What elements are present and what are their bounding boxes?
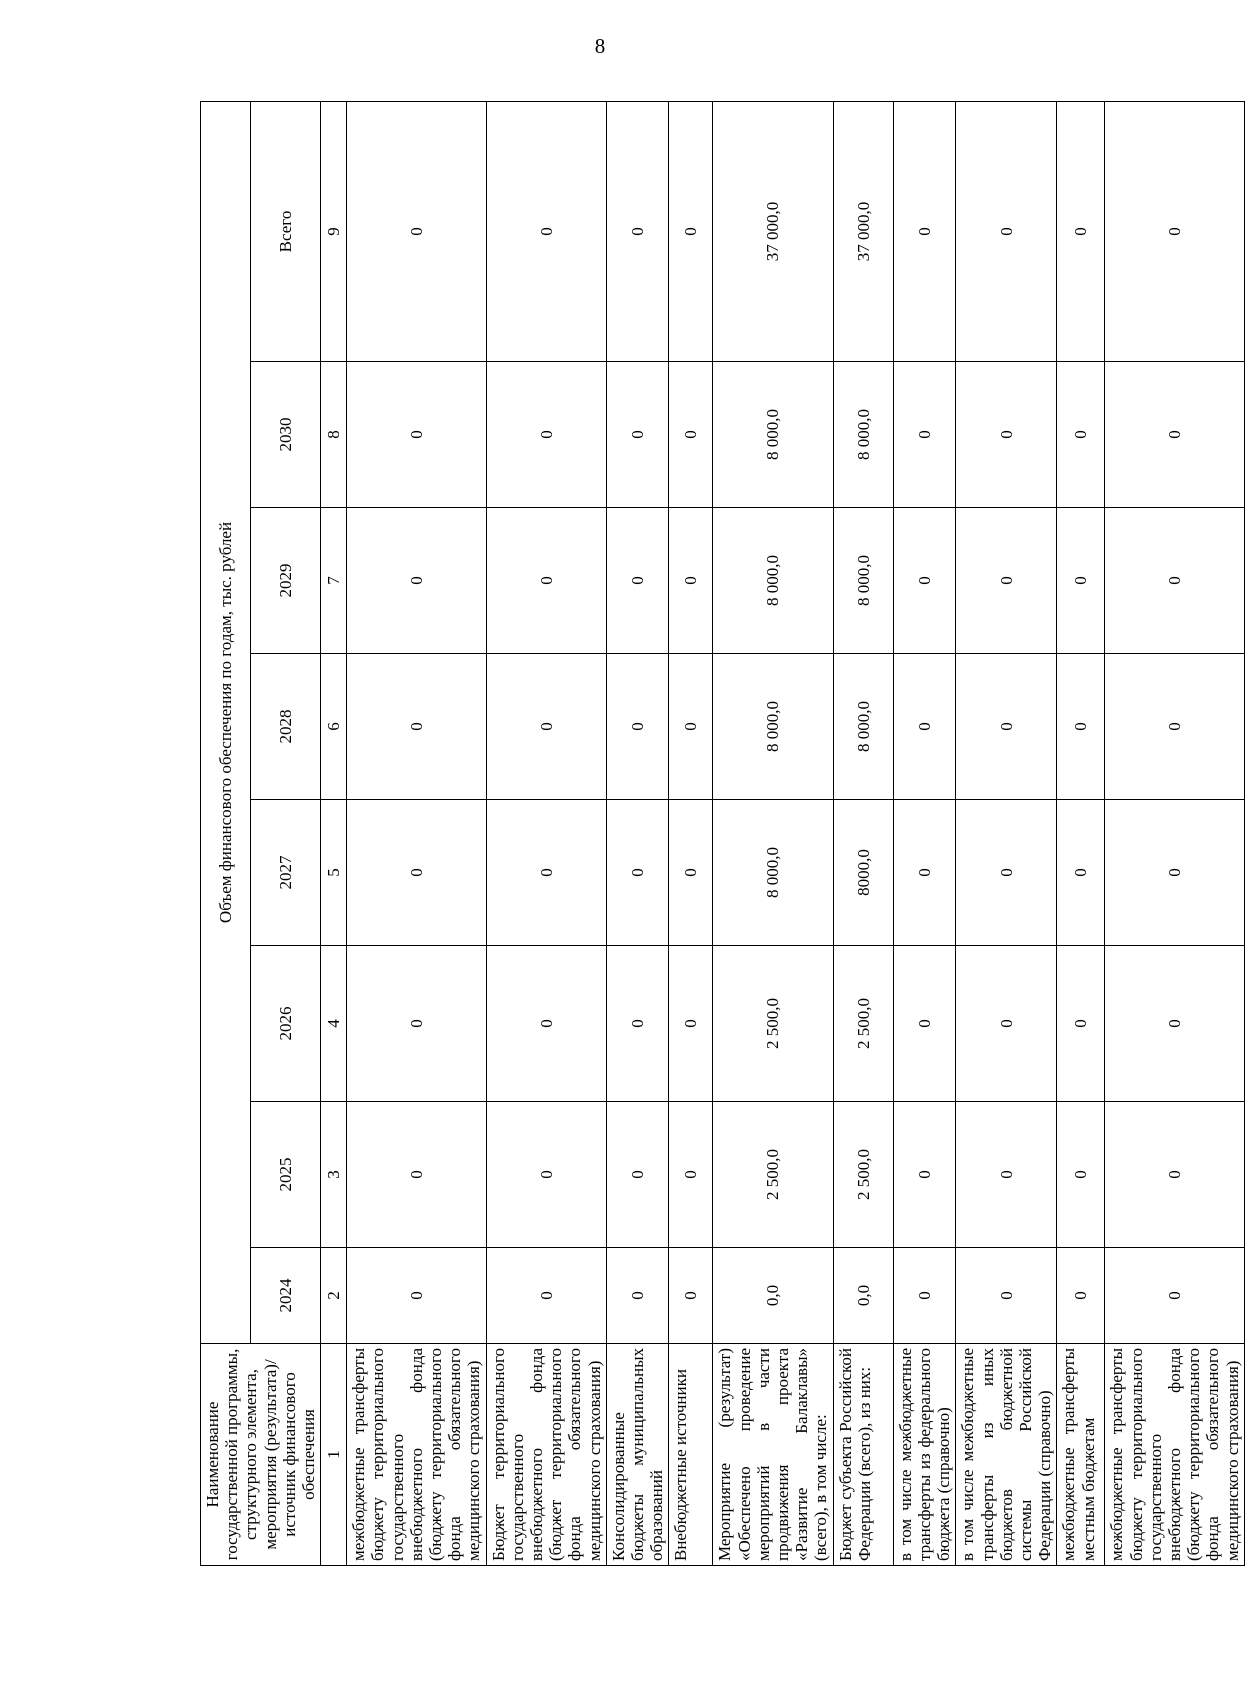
value-cell: 0 [606,508,669,654]
value-cell: 0 [893,1102,956,1248]
year-header: 2027 [250,800,321,946]
value-cell: 0 [1057,508,1105,654]
table-row [956,101,1057,1565]
row-label: Бюджет субъекта Российской Федерации (всего), из них: [833,1344,893,1566]
column-index: 7 [321,508,347,654]
row-label: межбюджетные трансферты местным бюджетам [1057,1344,1105,1566]
table-row [1057,101,1105,1565]
value-cell: 8 000,0 [713,362,833,508]
column-index: 9 [321,101,347,361]
value-cell: 0 [606,362,669,508]
value-cell: 0 [486,362,606,508]
value-cell: 8 000,0 [833,654,893,800]
value-cell: 0 [893,1248,956,1344]
value-cell: 2 500,0 [713,1102,833,1248]
year-header: 2026 [250,946,321,1102]
row-label: межбюджетные трансферты бюджету территориального государственного внебюджетного фонда (бюджету территориального фонда обязательного медицинского страхования) [1105,1344,1244,1566]
value-cell: 0 [956,800,1057,946]
year-header: 2030 [250,362,321,508]
value-cell: 2 500,0 [713,946,833,1102]
value-cell: 0 [893,362,956,508]
value-cell: 0 [893,946,956,1102]
value-cell: 2 500,0 [833,946,893,1102]
value-cell: 0 [893,800,956,946]
total-cell: 0 [1057,101,1105,361]
value-cell: 0 [1105,508,1244,654]
value-cell: 0 [956,362,1057,508]
page-number: 8 [594,34,606,58]
value-cell: 0 [347,1248,486,1344]
table-row [669,101,713,1565]
rotated-table-region [200,102,1242,1566]
table-body [347,101,1245,1565]
value-cell: 0 [486,946,606,1102]
total-header: Всего [250,101,321,361]
row-label: Мероприятие (результат) «Обеспечено проведение мероприятий в части продвижения проекта «Развитие Балаклавы» (всего), в том числе: [713,1344,833,1566]
year-header: 2028 [250,654,321,800]
value-cell: 0 [347,946,486,1102]
value-cell: 0 [956,654,1057,800]
value-cell: 0 [486,800,606,946]
value-cell: 0 [347,508,486,654]
total-cell: 37 000,0 [833,101,893,361]
column-index: 3 [321,1102,347,1248]
value-cell: 0,0 [833,1248,893,1344]
value-cell: 0 [1105,1248,1244,1344]
value-cell: 0 [486,1102,606,1248]
row-label: Внебюджетные источники [669,1344,713,1566]
value-cell: 0 [347,654,486,800]
value-cell: 0 [606,1248,669,1344]
row-label: в том числе межбюджетные трансферты из иных бюджетов бюджетной системы Российской Федерации (справочно) [956,1344,1057,1566]
value-cell: 0 [347,362,486,508]
value-cell: 0 [669,1102,713,1248]
value-cell: 8 000,0 [833,508,893,654]
total-cell: 0 [893,101,956,361]
column-index: 4 [321,946,347,1102]
value-cell: 0 [486,508,606,654]
column-index: 1 [321,1344,347,1566]
table-row [606,101,669,1565]
value-cell: 0 [606,946,669,1102]
value-cell: 0 [956,946,1057,1102]
value-cell: 0 [669,1248,713,1344]
table-row [1105,101,1244,1565]
year-header: 2025 [250,1102,321,1248]
table-wrapper [200,102,1242,1566]
name-column-header: Наименование государственной программы, структурного элемента, мероприятия (результата)/источник финансового обеспечения [201,1344,321,1566]
row-label: Бюджет территориального государственного внебюджетного фонда (бюджет территориального фонда обязательного медицинского страхования) [486,1344,606,1566]
column-index: 2 [321,1248,347,1344]
value-cell: 0 [1057,1102,1105,1248]
value-cell: 0 [1057,1248,1105,1344]
value-cell: 8 000,0 [713,508,833,654]
value-cell: 0 [606,800,669,946]
value-cell: 0 [1105,946,1244,1102]
total-cell: 0 [1105,101,1244,361]
value-cell: 0 [669,800,713,946]
value-cell: 0 [669,654,713,800]
value-cell: 8 000,0 [713,800,833,946]
financing-group-header: Объем финансового обеспечения по годам, тыс. рублей [201,101,251,1343]
value-cell: 0 [1057,654,1105,800]
value-cell: 0 [1105,362,1244,508]
column-index: 8 [321,362,347,508]
value-cell: 0 [956,1102,1057,1248]
value-cell: 2 500,0 [833,1102,893,1248]
total-cell: 0 [486,101,606,361]
table-row [713,101,833,1565]
total-cell: 0 [347,101,486,361]
table-row [347,101,486,1565]
value-cell: 0 [669,946,713,1102]
value-cell: 0 [893,508,956,654]
value-cell: 0 [893,654,956,800]
financing-table [200,101,1245,1566]
value-cell: 0 [669,362,713,508]
value-cell: 0 [1057,362,1105,508]
value-cell: 0 [606,654,669,800]
value-cell: 0 [1057,800,1105,946]
value-cell: 0 [669,508,713,654]
value-cell: 0 [1105,654,1244,800]
value-cell: 0 [347,1102,486,1248]
value-cell: 0,0 [713,1248,833,1344]
value-cell: 0 [956,1248,1057,1344]
value-cell: 0 [486,1248,606,1344]
column-index: 6 [321,654,347,800]
row-label: в том числе межбюджетные трансферты из федерального бюджета (справочно) [893,1344,956,1566]
table-row [833,101,893,1565]
value-cell: 0 [486,654,606,800]
year-header: 2029 [250,508,321,654]
value-cell: 0 [956,508,1057,654]
total-cell: 0 [606,101,669,361]
table-row [893,101,956,1565]
value-cell: 0 [1057,946,1105,1102]
value-cell: 8000,0 [833,800,893,946]
column-index: 5 [321,800,347,946]
value-cell: 8 000,0 [833,362,893,508]
total-cell: 0 [956,101,1057,361]
value-cell: 0 [347,800,486,946]
row-label: Консолидированные бюджеты муниципальных образований [606,1344,669,1566]
value-cell: 0 [1105,1102,1244,1248]
year-header: 2024 [250,1248,321,1344]
row-label: межбюджетные трансферты бюджету территориального государственного внебюджетного фонда (бюджету территориального фонда обязательного медицинского страхования) [347,1344,486,1566]
table-row [486,101,606,1565]
value-cell: 8 000,0 [713,654,833,800]
total-cell: 0 [669,101,713,361]
value-cell: 0 [606,1102,669,1248]
total-cell: 37 000,0 [713,101,833,361]
value-cell: 0 [1105,800,1244,946]
